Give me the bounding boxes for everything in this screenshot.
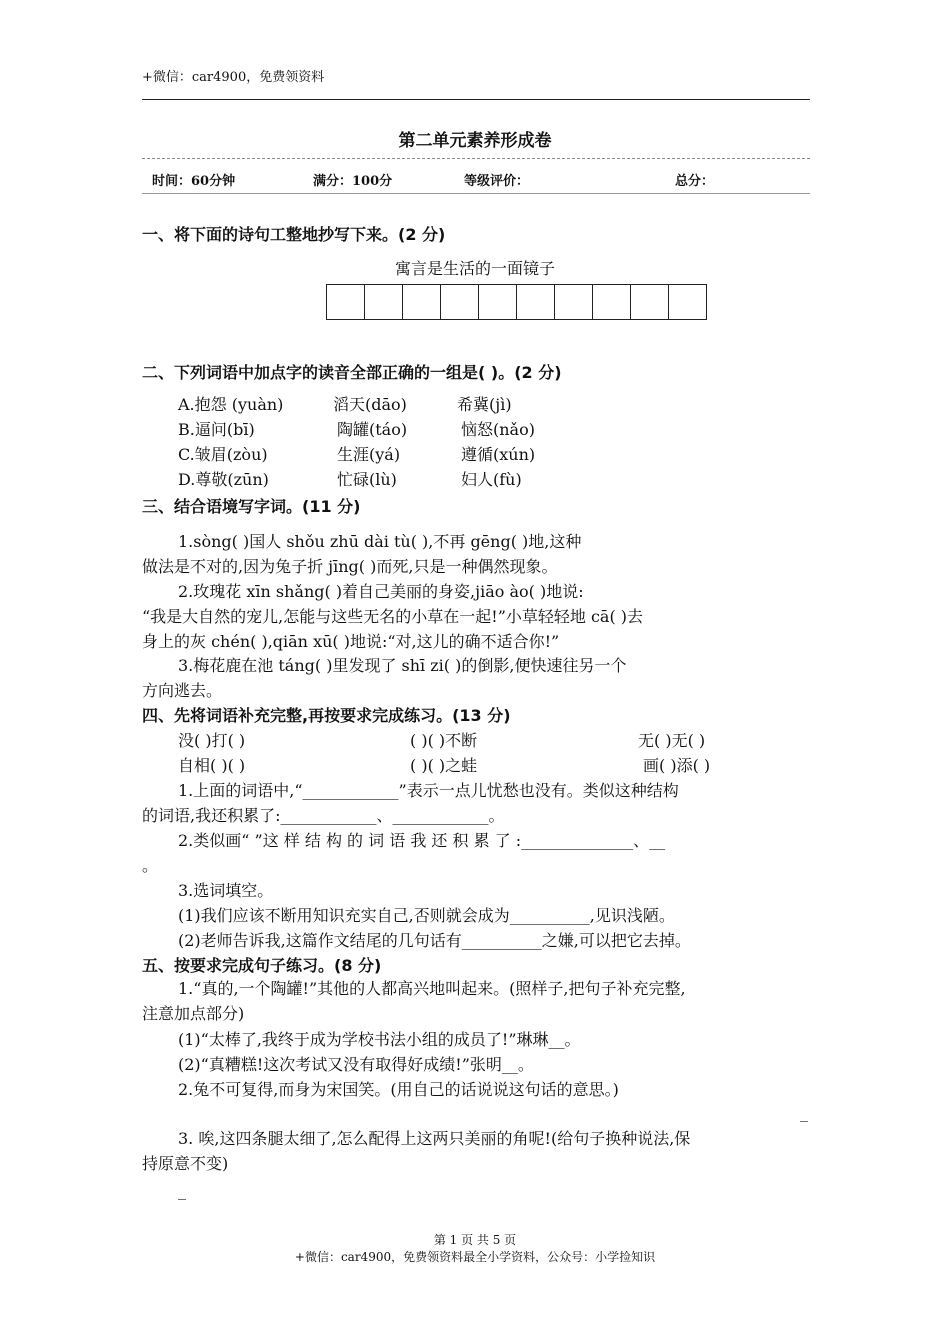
q5-line-6: 3. 唉,这四条腿太细了,怎么配得上这两只美丽的角呢!(给句子换种说法,保 (178, 1129, 691, 1148)
q1-heading: 一、将下面的诗句工整地抄写下来。(2 分) (142, 225, 446, 244)
q3-line-4: “我是大自然的宠儿,怎能与这些无名的小草在一起!”小草轻轻地 cā( )去 (142, 607, 644, 626)
grade-info: 等级评价： (464, 174, 530, 189)
option-d-1: D.尊敬(zūn) (178, 470, 269, 489)
q4-word-1: 没( )打( ) (178, 731, 246, 750)
q5-heading: 五、按要求完成句子练习。(8 分) (142, 956, 382, 975)
grid-cell[interactable] (517, 284, 555, 320)
q4-line-4: 。 (142, 856, 159, 875)
q3-line-5: 身上的灰 chén( ),qiān xū( )地说:“对,这儿的确不适合你!” (142, 632, 560, 651)
q5-line-4: (2)“真糟糕!这次考试又没有取得好成绩!”张明__。 (178, 1055, 534, 1074)
writing-grid[interactable] (326, 284, 707, 320)
grid-cell[interactable] (593, 284, 631, 320)
q4-line-2: 的词语,我还积累了:____________、____________。 (142, 806, 505, 825)
q5-answer-line-1[interactable]: _ (800, 1103, 808, 1122)
option-a-2: 滔天(dāo) (333, 395, 407, 414)
q3-line-1: 1.sòng( )国人 shǒu zhū dài tù( ),不再 gēng( )地,这种 (178, 532, 582, 551)
page-number: 第 1 页 共 5 页 (433, 1233, 517, 1247)
meta-rule (142, 193, 810, 194)
total-score-info: 总分： (675, 174, 715, 189)
grid-cell[interactable] (327, 284, 365, 320)
option-d-2: 忙碌(lù) (337, 470, 397, 489)
q3-line-7: 方向逃去。 (142, 681, 223, 700)
grid-cell[interactable] (365, 284, 403, 320)
q4-word-6: 画( )添( ) (643, 756, 711, 775)
full-score-info: 满分：100分 (313, 174, 393, 189)
q4-line-7: (2)老师告诉我,这篇作文结尾的几句话有__________之嫌,可以把它去掉。 (178, 931, 691, 950)
q4-heading: 四、先将词语补充完整,再按要求完成练习。(13 分) (142, 706, 511, 725)
q3-heading: 三、结合语境写字词。(11 分) (142, 497, 361, 516)
q4-line-5: 3.选词填空。 (178, 881, 274, 900)
q4-word-2: ( )( )不断 (410, 731, 478, 750)
option-b-2: 陶罐(táo) (337, 420, 408, 439)
q3-line-3: 2.玫瑰花 xīn shǎng( )着自己美丽的身姿,jiāo ào( )地说: (178, 582, 584, 601)
footer-note: +微信：car4900，免费领资料最全小学资料，公众号：小学捡知识 (294, 1250, 656, 1264)
q4-line-6: (1)我们应该不断用知识充实自己,否则就会成为__________,见识浅陋。 (178, 906, 675, 925)
option-b-3: 恼怒(nǎo) (461, 420, 535, 439)
q2-heading: 二、下列词语中加点字的读音全部正确的一组是( )。(2 分) (142, 363, 562, 382)
grid-cell[interactable] (669, 284, 707, 320)
option-c-3: 遵循(xún) (461, 445, 536, 464)
page-title: 第二单元素养形成卷 (398, 131, 552, 151)
q5-line-1: 1.“真的,一个陶罐!”其他的人都高兴地叫起来。(照样子,把句子补充完整, (178, 979, 686, 998)
q5-line-2: 注意加点部分) (142, 1004, 245, 1023)
q5-line-7: 持原意不变) (142, 1154, 229, 1173)
option-c-2: 生涯(yá) (337, 445, 401, 464)
option-b-1: B.逼问(bī) (178, 420, 255, 439)
time-info: 时间：60分钟 (152, 174, 236, 189)
grid-cell[interactable] (403, 284, 441, 320)
grid-cell[interactable] (441, 284, 479, 320)
option-a-3: 希冀(jì) (457, 395, 512, 414)
q4-word-4: 自相( )( ) (178, 756, 246, 775)
header-rule (142, 99, 810, 100)
header-note: +微信：car4900，免费领资料 (142, 70, 325, 85)
q5-line-5: 2.兔不可复得,而身为宋国笑。(用自己的话说说这句话的意思。) (178, 1080, 619, 1099)
q5-line-3: (1)“太棒了,我终于成为学校书法小组的成员了!”琳琳__。 (178, 1030, 581, 1049)
option-a-1: A.抱怨 (yuàn) (178, 395, 284, 414)
grid-cell[interactable] (555, 284, 593, 320)
q5-answer-line-2[interactable]: _ (178, 1181, 186, 1200)
grid-cell[interactable] (479, 284, 517, 320)
q4-line-3: 2.类似画“ ”这 样 结 构 的 词 语 我 还 积 累 了 :______________、__ (178, 831, 666, 850)
q4-line-1: 1.上面的词语中,“____________”表示一点儿忧愁也没有。类似这种结构 (178, 781, 679, 800)
option-c-1: C.皱眉(zòu) (178, 445, 268, 464)
q3-line-2: 做法是不对的,因为兔子折 jīng( )而死,只是一种偶然现象。 (142, 557, 558, 576)
q4-word-5: ( )( )之蛙 (410, 756, 478, 775)
q1-sentence: 寓言是生活的一面镜子 (394, 259, 555, 278)
title-dashed-rule (142, 158, 810, 159)
q4-word-3: 无( )无( ) (638, 731, 706, 750)
grid-cell[interactable] (631, 284, 669, 320)
q3-line-6: 3.梅花鹿在池 táng( )里发现了 shī zi( )的倒影,便快速往另一个 (178, 656, 627, 675)
option-d-3: 妇人(fù) (461, 470, 522, 489)
